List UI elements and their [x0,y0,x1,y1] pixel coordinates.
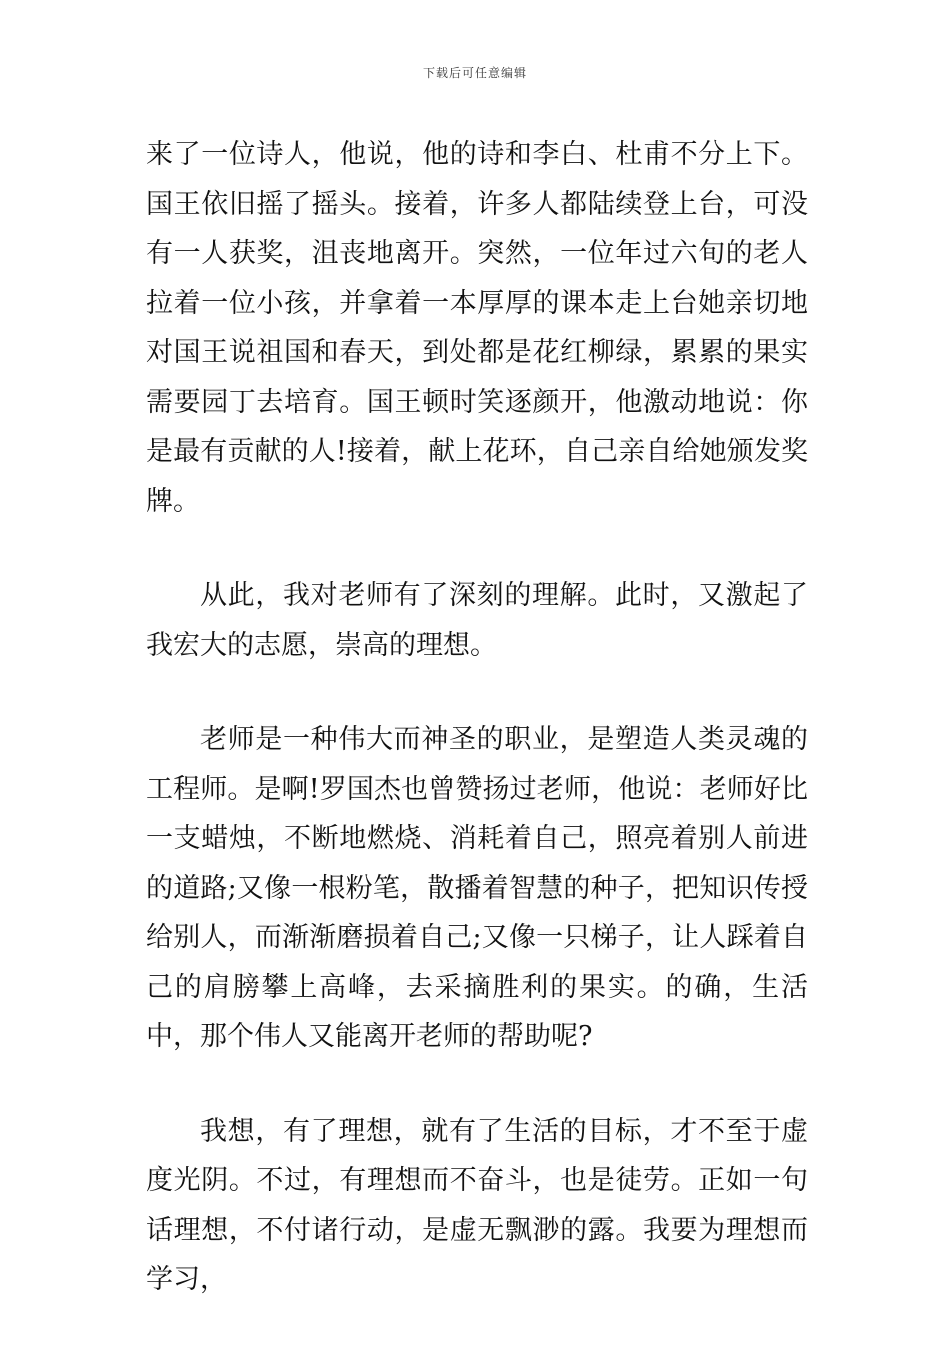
paragraph-2: 从此，我对老师有了深刻的理解。此时，又激起了我宏大的志愿，崇高的理想。 [146,580,808,661]
header-note: 下载后可任意编辑 [422,66,527,80]
paragraph-3: 老师是一种伟大而神圣的职业，是塑造人类灵魂的工程师。是啊!罗国杰也曾赞扬过老师，他说：老师好比一支蜡烛，不断地燃烧、消耗着自己，照亮着别人前进的道路;又像一根粉笔，散播着智慧的种子，把知识传授给别人，而渐渐磨损着自己;又像一只梯子，让人踩着自己的肩膀攀上高峰，去采摘胜利的果实。的确，生活中，那个伟人又能离开老师的帮助呢? [146,724,808,1052]
paragraph-4: 我想，有了理想，就有了生活的目标，才不至于虚度光阴。不过，有理想而不奋斗，也是徒劳。正如一句话理想，不付诸行动，是虚无飘渺的露。我要为理想而学习， [146,1115,808,1295]
paragraph-1: 来了一位诗人，他说，他的诗和李白、杜甫不分上下。国王依旧摇了摇头。接着，许多人都陆续登上台，可没有一人获奖，沮丧地离开。突然，一位年过六旬的老人拉着一位小孩，并拿着一本厚厚的课本走上台她亲切地对国王说祖国和春天，到处都是花红柳绿，累累的果实需要园丁去培育。国王顿时笑逐颜开，他激动地说：你是最有贡献的人!接着，献上花环，自己亲自给她颁发奖牌。 [146,139,808,517]
document-body [146,130,808,1350]
